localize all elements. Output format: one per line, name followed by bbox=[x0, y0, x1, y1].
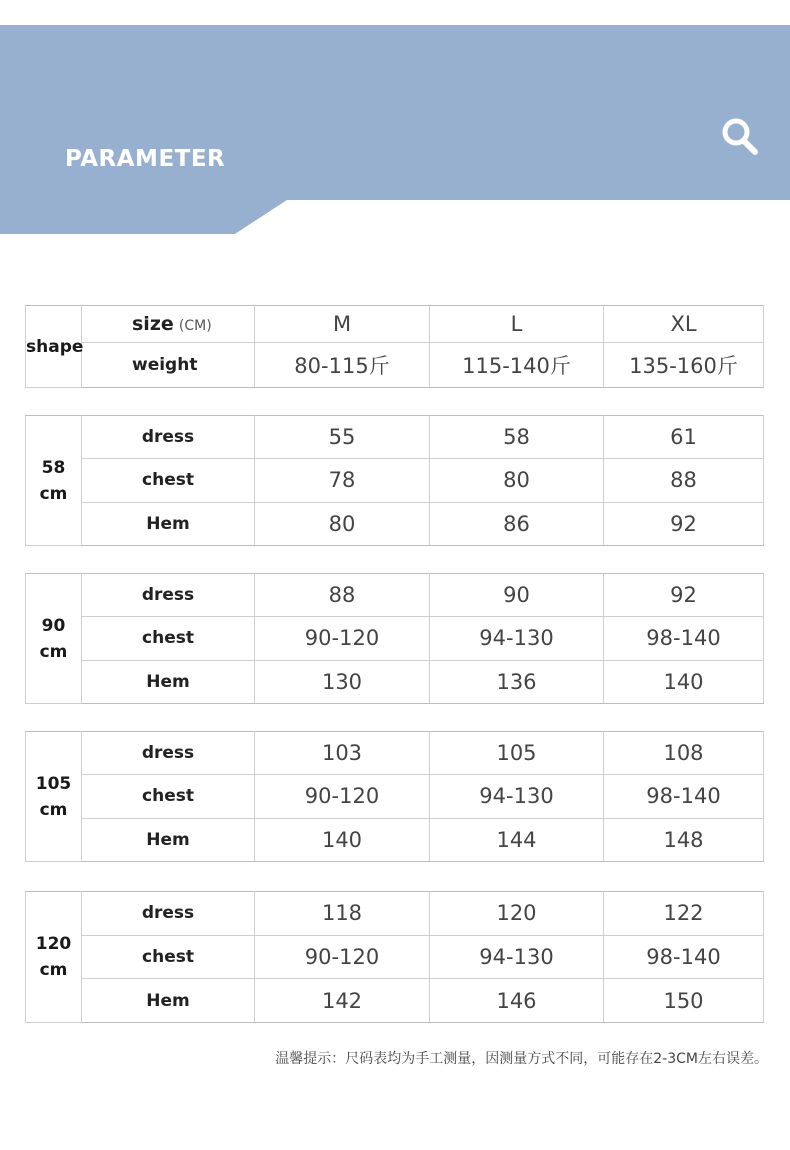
row-label-dress: dress bbox=[82, 732, 255, 775]
cell-m: 90-120 bbox=[255, 935, 430, 979]
row-label-chest: chest bbox=[82, 459, 255, 502]
row-label-hem: Hem bbox=[82, 979, 255, 1023]
cell-l: 146 bbox=[430, 979, 604, 1023]
row-label-dress: dress bbox=[82, 892, 255, 936]
size-l: L bbox=[430, 306, 604, 343]
cell-l: 94-130 bbox=[430, 617, 604, 660]
row-label-hem: Hem bbox=[82, 818, 255, 861]
group-length bbox=[26, 892, 82, 1023]
header-banner bbox=[0, 25, 790, 200]
cell-xl: 61 bbox=[604, 416, 764, 459]
cell-l: 94-130 bbox=[430, 935, 604, 979]
size-unit: (CM) bbox=[178, 317, 212, 334]
cell-xl: 98-140 bbox=[604, 617, 764, 660]
row-label-hem: Hem bbox=[82, 502, 255, 545]
cell-xl: 98-140 bbox=[604, 935, 764, 979]
cell-m: 78 bbox=[255, 459, 430, 502]
group-length-unit: cm bbox=[39, 641, 68, 662]
cell-l: 144 bbox=[430, 818, 604, 861]
cell-m: 140 bbox=[255, 818, 430, 861]
cell-m: 130 bbox=[255, 660, 430, 703]
size-group-120cm bbox=[25, 891, 764, 1023]
size-xl: XL bbox=[604, 306, 764, 343]
banner-title: PARAMETER bbox=[65, 146, 226, 172]
group-length-value: 58 bbox=[41, 457, 66, 478]
cell-xl: 140 bbox=[604, 660, 764, 703]
cell-xl: 108 bbox=[604, 732, 764, 775]
cell-l: 90 bbox=[430, 574, 604, 617]
row-label-chest: chest bbox=[82, 617, 255, 660]
cell-xl: 150 bbox=[604, 979, 764, 1023]
group-length-value: 90 bbox=[41, 615, 66, 636]
cell-l: 58 bbox=[430, 416, 604, 459]
cell-m: 55 bbox=[255, 416, 430, 459]
cell-xl: 98-140 bbox=[604, 775, 764, 818]
group-length bbox=[26, 416, 82, 546]
cell-xl: 92 bbox=[604, 502, 764, 545]
group-length-unit: cm bbox=[39, 799, 68, 820]
size-group-58cm bbox=[25, 415, 764, 546]
group-length-value: 105 bbox=[35, 773, 72, 794]
group-length-unit: cm bbox=[39, 960, 68, 980]
cell-m: 90-120 bbox=[255, 775, 430, 818]
cell-l: 94-130 bbox=[430, 775, 604, 818]
weight-l: 115-140斤 bbox=[430, 342, 604, 387]
weight-xl: 135-160斤 bbox=[604, 342, 764, 387]
cell-xl: 88 bbox=[604, 459, 764, 502]
cell-l: 136 bbox=[430, 660, 604, 703]
size-group-105cm bbox=[25, 731, 764, 862]
cell-m: 80 bbox=[255, 502, 430, 545]
cell-m: 103 bbox=[255, 732, 430, 775]
cell-xl: 92 bbox=[604, 574, 764, 617]
size-header-table bbox=[25, 305, 764, 388]
cell-l: 86 bbox=[430, 502, 604, 545]
cell-xl: 122 bbox=[604, 892, 764, 936]
row-label-dress: dress bbox=[82, 416, 255, 459]
size-group-90cm bbox=[25, 573, 764, 704]
group-length bbox=[26, 574, 82, 704]
size-word: size bbox=[132, 312, 174, 335]
cell-l: 80 bbox=[430, 459, 604, 502]
weight-m: 80-115斤 bbox=[255, 342, 430, 387]
cell-m: 118 bbox=[255, 892, 430, 936]
size-label bbox=[82, 306, 255, 343]
size-m: M bbox=[255, 306, 430, 343]
cell-l: 105 bbox=[430, 732, 604, 775]
row-label-chest: chest bbox=[82, 775, 255, 818]
header-banner-tail bbox=[0, 198, 290, 234]
row-label-dress: dress bbox=[82, 574, 255, 617]
group-length bbox=[26, 732, 82, 862]
measurement-note: 温馨提示：尺码表均为手工测量，因测量方式不同，可能存在2-3CM左右误差。 bbox=[275, 1051, 768, 1067]
cell-m: 88 bbox=[255, 574, 430, 617]
cell-m: 142 bbox=[255, 979, 430, 1023]
group-length-value: 120 bbox=[35, 934, 72, 954]
group-length-unit: cm bbox=[39, 483, 68, 504]
row-label-hem: Hem bbox=[82, 660, 255, 703]
weight-label: weight bbox=[82, 342, 255, 387]
cell-l: 120 bbox=[430, 892, 604, 936]
row-label-chest: chest bbox=[82, 935, 255, 979]
cell-m: 90-120 bbox=[255, 617, 430, 660]
search-icon[interactable] bbox=[720, 115, 760, 159]
shape-label: shape bbox=[26, 306, 82, 388]
cell-xl: 148 bbox=[604, 818, 764, 861]
